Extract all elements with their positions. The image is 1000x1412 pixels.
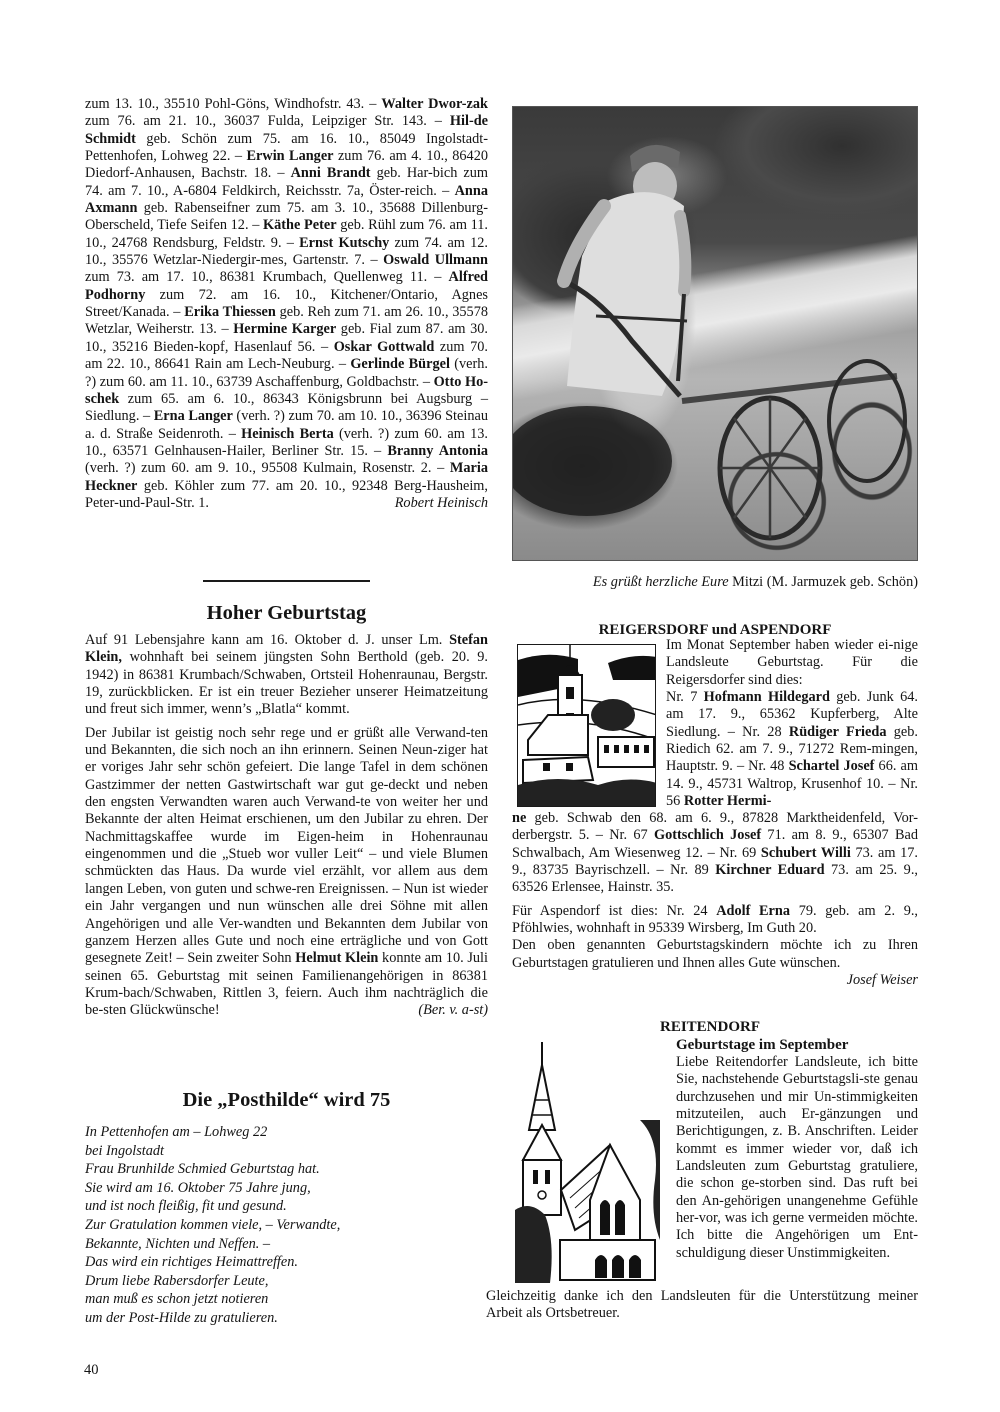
poem-line: und ist noch fleißig, fit und gesund. [85, 1198, 287, 1215]
entry: Erika Thiessen geb. Reh zum 71. am 26. 10., 35578 Wetzlar, Weiherstr. 13. – [85, 304, 489, 338]
gothic-church-drawing [515, 1040, 660, 1283]
photo-woman-with-plough [512, 106, 918, 561]
heading-reigersdorf: REIGERSDORF und ASPENDORF [598, 622, 832, 638]
person-name: Adolf Erna [716, 902, 791, 919]
entry: Gottschlich Josef 71. am 8. 9., 65307 Bad Schwalbach, Am Wiesenweg 12. – Nr. 69 [512, 827, 918, 861]
reigersdorf-continued [512, 810, 918, 989]
entry: Käthe Peter geb. Rühl zum 76. am 11. 10., 24768 Rendsburg, Feldstr. 9. – [85, 217, 488, 251]
paragraph: Der Jubilar ist geistig noch sehr rege und er grüßt alle Verwand-ten und Bekannten, die sich noch an ihn erinnern. Seinen Neun-ziger hat er voriges Jahr sehr schön gefeiert. Die lange Tafel in dem schönen Gastzimmer der netten Gastwirtschaft war gut ge-deckt und neben den engsten Verwandten waren auch Verwand-te von weiter her und Bekannte der alten Heimat erschienen, um den Jubilar zu ehren. Der Nachmittagskaffee wurde im Eigen-heim in Hohenraunau eingenommen und die „Stueb wor vuller Leit“ – und viele Blumen schmückten das Haus. Da wurde viel erzählt, vor allem aus dem langen Leben, von guten und schwe-ren Ereignissen. – Nun ist wieder ein Jahr vergangen und nun wünschen alle drei Söhne mit allen Angehörigen und alle Ver-wandten und Bekannten dem Jubilar von ganzem Herzen alles Gute und noch eine erträgliche und von Gott gesegnete Zeit! – Sein zweiter Sohn Helmut Klein konnte am 10. Juli seinen 65. Geburtstag mit seinen Familienangehörigen in 86381 Krum-bach/Schwaben, Rittlen 3, feiern. Auch ihm nachträglich die be-sten Glückwünsche! (Ber. v. a-st) [85, 724, 489, 1019]
person-name: Alfred Podhorny [85, 269, 488, 303]
entry: Schubert Willi 73. am 17. 9., 83735 Bayrischzell. – Nr. 89 [512, 844, 918, 879]
poem-line: Zur Gratulation kommen viele, – Verwandte, [85, 1216, 341, 1233]
person-name: Erika Thiessen [184, 304, 276, 321]
signature-ber: (Ber. v. a-st) [418, 1002, 488, 1019]
poem-line: Drum liebe Rabersdorfer Leute, [85, 1272, 269, 1289]
birthday-entries [85, 96, 488, 511]
paragraph: Auf 91 Lebensjahre kann am 16. Oktober d. J. unser Lm. Stefan Klein, wohnhaft bei seinem jüngsten Sohn Berthold (geb. 20. 9. 1942) in 86381 Krumbach/Schwaben, Ortsteil Hohenraunau, Bergstr. 19, zurückblicken. Er ist ein treuer Bezieher unserer Heimatzeitung und freut sich immer, wenn’s „Blatla“ kommt. [85, 632, 488, 718]
aspendorf-entry: Für Aspendorf ist dies: Nr. 24 Adolf Erna 79. geb. am 2. 9., Pföhlwies, wohnhaft in 95339 Wirsberg, Im Guth 20. [512, 902, 918, 937]
entry: Rüdiger Frieda geb. Riedich 62. am 7. 9., 71272 Rem-mingen, Hauptstr. 9. – Nr. 48 [666, 723, 918, 775]
entry: Nr. 7 Hofmann Hildegard geb. Junk 64. am 17. 9., 65362 Kupferberg, Alte Siedlung. – Nr. 28 [666, 689, 918, 740]
entry: Otto Ho-schek zum 65. am 6. 10., 86343 Königsbrunn bei Augsburg – Siedlung. – [85, 373, 488, 425]
person-name: Erwin Langer [246, 148, 334, 165]
person-name: Branny Antonia [387, 442, 488, 459]
plough-photo-illustration [512, 106, 918, 561]
heading-hoher-geburtstag: Hoher Geburtstag [206, 602, 367, 624]
page-number: 40 [84, 1362, 99, 1378]
poem-line: Bekannte, Nichten und Neffen. – [85, 1235, 271, 1252]
entry: Kirchner Eduard 73. am 25. 9., 63526 Erlensee, Hainstr. 35. [512, 862, 918, 896]
person-name: Helmut Klein [295, 950, 379, 967]
photo-caption: Es grüßt herzliche Eure Mitzi (M. Jarmuzek geb. Schön) [592, 574, 918, 590]
person-name: Anna Axmann [85, 182, 488, 217]
person-name: Käthe Peter [263, 217, 337, 234]
poem-line: Das wird ein richtiges Heimattreffen. [85, 1254, 298, 1271]
poem-line: Frau Brunhilde Schmied Geburtstag hat. [85, 1161, 320, 1178]
entry: Anna Axmann geb. Rabenseifner zum 75. am 3. 10., 35688 Dillenburg-Oberscheld, Tiefe Seifen 12. – [85, 182, 488, 234]
entry: Alfred Podhorny zum 72. am 16. 10., Kitchener/Ontario, Agnes Street/Kanada. – [85, 269, 488, 321]
person-name: Oswald Ullmann [383, 252, 488, 269]
person-name: Stefan Klein, [85, 632, 488, 666]
reitendorf-body: Liebe Reitendorfer Landsleute, ich bitte Sie, nachstehende Geburtstagsli-ste genau durchzusehen und mir Un-stimmigkeiten mitzuteilen, auch Er-gänzungen und Berichtigungen, z. B. Anschriften. Leider kommt es immer wieder vor, daß ich Landsleuten zum Geburtstag gratuliere, die schon ge-storben sind. Das ruft bei den An-gehörigen unangenehme Gefühle her-vor, was ich gerne vermeiden möchte. Ich bitte die Angehörigen um Ent-schuldigung dieser Unstimmigkeiten. [676, 1054, 918, 1261]
poem-line: bei Ingolstadt [85, 1142, 165, 1159]
heading-posthilde: Die „Posthilde“ wird 75 [182, 1089, 391, 1111]
illustration-town-church [517, 644, 656, 807]
person-name: Gerlinde Bürgel [350, 356, 450, 373]
person-name: Maria Heckner [85, 460, 488, 494]
entry: ne geb. Schwab den 68. am 6. 9., 87828 Marktheidenfeld, Vor-derbergstr. 5. – Nr. 67 [512, 810, 918, 844]
subheading-geburtstage-september: Geburtstage im September [676, 1037, 849, 1053]
entry: Hermine Karger geb. Fial zum 87. am 30. 10., 35216 Bieden-kopf, Hasenlauf 56. – [85, 321, 488, 355]
person-name: Schubert Willi [760, 844, 851, 861]
entry: zum 13. 10., 35510 Pohl-Göns, Windhofstr. 43. – Walter Dwor-zak zum 76. am 21. 10., 36037 Fulda, Leipziger Str. 143. – [85, 96, 488, 130]
entry: Maria Heckner geb. Köhler zum 77. am 20. 10., 92348 Berg-Hausheim, Peter-und-Paul-Str. 1. [85, 460, 488, 511]
heading-reitendorf: REITENDORF [660, 1019, 761, 1035]
entry: Erna Langer (verh. ?) zum 70. am 10. 10., 36396 Steinau a. d. Straße Seidenroth. – [85, 408, 488, 442]
entry: Oskar Gottwald zum 70. am 22. 10., 86641 Rain am Lech-Neuburg. – [85, 338, 488, 373]
entry: Erwin Langer zum 76. am 4. 10., 86420 Diedorf-Anhausen, Bachstr. 18. – [85, 148, 489, 182]
reigersdorf-entries-bottom [512, 810, 918, 897]
poem-posthilde [85, 1123, 488, 1328]
poem-line: Sie wird am 16. Oktober 75 Jahre jung, [85, 1179, 311, 1196]
birthday-list [85, 96, 488, 512]
person-name: Hil-de Schmidt [85, 113, 488, 147]
poem-line: man muß es schon jetzt notieren [85, 1291, 269, 1308]
entry: Ernst Kutschy zum 74. am 12. 10., 35576 Wetzlar-Niedergir-mes, Gartenstr. 7. – [85, 234, 488, 269]
reigersdorf-entries-top [666, 689, 918, 810]
person-name: Rüdiger Frieda [788, 723, 887, 740]
poem-line: um der Post-Hilde zu gratulieren. [85, 1309, 278, 1326]
entry: Heinisch Berta (verh. ?) zum 60. am 13. 10., 63571 Gelnhausen-Hailer, Berliner Str. 15. – [85, 425, 488, 459]
entry: Oswald Ullmann zum 73. am 17. 10., 86381 Krumbach, Quellenweg 11. – [85, 252, 488, 286]
person-name: Anni Brandt [290, 165, 371, 182]
person-name: Erna Langer [153, 408, 233, 425]
entry: Anni Brandt geb. Har-bich zum 74. am 7. 10., A-6804 Feldkirch, Reichsstr. 7a, Öster-reich. – [85, 165, 489, 199]
person-name: Heinisch Berta [241, 425, 334, 442]
section-divider [203, 580, 370, 582]
reitendorf-body-continued: Gleichzeitig danke ich den Landsleuten für die Unterstützung meiner Arbeit als Ortsbetreuer. [486, 1288, 918, 1322]
entry: Branny Antonia (verh. ?) zum 60. am 9. 10., 95508 Kulmain, Rosenstr. 2. – [85, 442, 488, 477]
person-name: Otto Ho-schek [85, 373, 488, 407]
person-name: Rotter Hermi- [683, 793, 772, 810]
reigersdorf-intro: Im Monat September haben wieder ei-nige Landsleute Geburtstag. Für die Reigersdorfer sind dies: Nr. 7 Hofmann Hildegard geb. Junk 64. am 17. 9., 65362 Kupferberg, Alte Siedlung. – Nr. 28 Rüdiger Frieda geb. Riedich 62. am 7. 9., 71272 Rem-mingen, Hauptstr. 9. – Nr. 48 Schartel Josef 66. am 14. 9., 45731 Waltrop, Krusenhof 10. – Nr. 56 Rotter Hermi- [666, 637, 918, 810]
person-name: ne [512, 810, 527, 826]
person-name: Gottschlich Josef [653, 827, 762, 844]
illustration-gothic-church [515, 1040, 660, 1283]
person-name: Walter Dwor-zak [381, 96, 488, 112]
person-name: Oskar Gottwald [333, 338, 435, 355]
entry: Gerlinde Bürgel (verh. ?) zum 60. am 11. 10., 63739 Aschaffenburg, Goldbachstr. – [85, 356, 488, 390]
person-name: Hofmann Hildegard [703, 689, 830, 706]
signature-josef-weiser: Josef Weiser [846, 972, 918, 989]
entry: Schartel Josef 66. am 14. 9., 45731 Waltrop, Krusenhof 10. – Nr. 56 [666, 758, 918, 810]
closing-paragraph: Den oben genannten Geburtstagskindern möchte ich zu Ihren Geburtstagen gratulieren und Ihnen alles Gute wünschen. [512, 937, 918, 971]
entry: Hil-de Schmidt geb. Schön zum 75. am 16. 10., 85049 Ingolstadt-Pettenhofen, Lohweg 22. – [85, 113, 488, 165]
person-name: Schartel Josef [788, 758, 875, 775]
signature-robert-heinisch: Robert Heinisch [394, 494, 488, 511]
poem-line: In Pettenhofen am – Lohweg 22 [85, 1124, 268, 1140]
person-name: Kirchner Eduard [715, 862, 825, 879]
town-church-drawing [518, 645, 656, 807]
article-hoher-geburtstag [85, 632, 488, 1020]
entry [684, 793, 771, 809]
person-name: Hermine Karger [233, 321, 337, 338]
person-name: Ernst Kutschy [299, 234, 390, 251]
